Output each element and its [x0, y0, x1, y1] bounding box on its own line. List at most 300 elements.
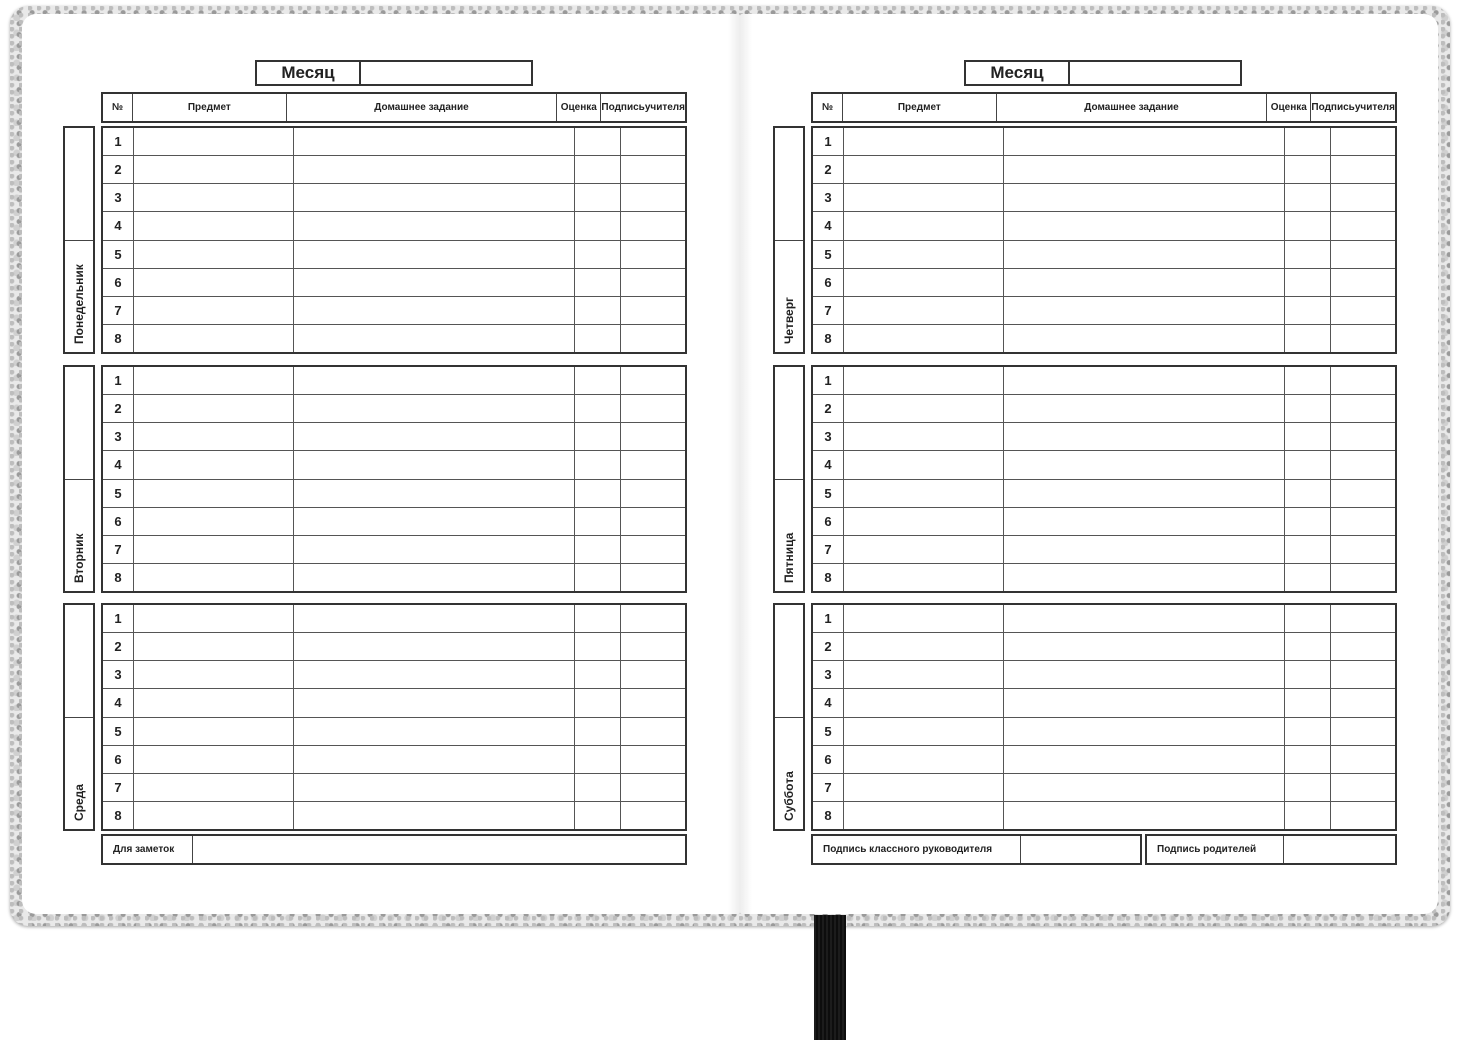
subject-cell[interactable]	[844, 241, 1004, 268]
teacher-signature-cell[interactable]	[1331, 661, 1395, 688]
grade-cell[interactable]	[575, 661, 621, 688]
subject-cell[interactable]	[134, 212, 294, 239]
teacher-signature-cell[interactable]	[1331, 802, 1395, 829]
lesson-number: 4	[103, 212, 134, 239]
lesson-row	[103, 241, 685, 269]
homework-cell[interactable]	[1004, 367, 1285, 394]
lesson-row	[813, 367, 1395, 395]
day-tab-saturday: Суббота	[773, 603, 805, 831]
homework-cell[interactable]	[294, 689, 575, 716]
subject-cell[interactable]	[134, 661, 294, 688]
lesson-number: 1	[813, 128, 844, 155]
day-table-saturday	[811, 603, 1397, 831]
teacher-signature-cell[interactable]	[621, 325, 685, 352]
lesson-number: 6	[813, 269, 844, 296]
homework-cell[interactable]	[294, 156, 575, 183]
lesson-number: 4	[103, 689, 134, 716]
lesson-number: 2	[103, 395, 134, 422]
subject-cell[interactable]	[844, 297, 1004, 324]
homework-cell[interactable]	[1004, 718, 1285, 745]
teacher-signature-cell[interactable]	[621, 212, 685, 239]
grade-cell[interactable]	[1285, 156, 1331, 183]
subject-cell[interactable]	[844, 508, 1004, 535]
lesson-row	[103, 269, 685, 297]
lesson-row	[813, 269, 1395, 297]
subject-cell[interactable]	[134, 536, 294, 563]
grade-cell[interactable]	[1285, 746, 1331, 773]
notes-input[interactable]	[193, 836, 685, 863]
lesson-number: 3	[813, 184, 844, 211]
teacher-signature-cell[interactable]	[1331, 367, 1395, 394]
homework-cell[interactable]	[1004, 633, 1285, 660]
subject-cell[interactable]	[844, 184, 1004, 211]
lesson-number: 7	[813, 774, 844, 801]
teacher-signature-cell[interactable]	[621, 184, 685, 211]
lesson-row	[103, 367, 685, 395]
header-num: №	[813, 94, 843, 121]
lesson-number: 8	[103, 564, 134, 591]
parents-signature-label: Подпись родителей	[1147, 836, 1284, 863]
grade-cell[interactable]	[1285, 241, 1331, 268]
lesson-number: 4	[103, 451, 134, 478]
subject-cell[interactable]	[134, 269, 294, 296]
lesson-row	[813, 689, 1395, 717]
homework-cell[interactable]	[1004, 480, 1285, 507]
day-table-tuesday	[101, 365, 687, 593]
subject-cell[interactable]	[134, 451, 294, 478]
homework-cell[interactable]	[1004, 395, 1285, 422]
lesson-row	[813, 297, 1395, 325]
homework-cell[interactable]	[1004, 508, 1285, 535]
day-tab-tuesday: Вторник	[63, 365, 95, 593]
grade-cell[interactable]	[1285, 689, 1331, 716]
teacher-signature-cell[interactable]	[1331, 269, 1395, 296]
lesson-row	[103, 212, 685, 240]
homework-cell[interactable]	[294, 536, 575, 563]
lesson-row	[103, 564, 685, 591]
lesson-number: 2	[813, 395, 844, 422]
grade-cell[interactable]	[1285, 184, 1331, 211]
lesson-number: 8	[813, 802, 844, 829]
subject-cell[interactable]	[134, 689, 294, 716]
grade-cell[interactable]	[575, 480, 621, 507]
teacher-signature-cell[interactable]	[621, 156, 685, 183]
lesson-number: 5	[103, 480, 134, 507]
grade-cell[interactable]	[575, 297, 621, 324]
grade-cell[interactable]	[1285, 605, 1331, 632]
lesson-number: 5	[813, 480, 844, 507]
subject-cell[interactable]	[844, 633, 1004, 660]
month-field-right	[964, 60, 1242, 86]
lesson-row	[813, 661, 1395, 689]
homework-cell[interactable]	[294, 451, 575, 478]
teacher-signature-cell[interactable]	[1331, 508, 1395, 535]
lesson-row	[813, 212, 1395, 240]
lesson-number: 2	[103, 633, 134, 660]
grade-cell[interactable]	[575, 212, 621, 239]
subject-cell[interactable]	[844, 156, 1004, 183]
subject-cell[interactable]	[844, 423, 1004, 450]
teacher-signature-cell[interactable]	[621, 774, 685, 801]
homework-cell[interactable]	[1004, 564, 1285, 591]
teacher-signature-cell[interactable]	[1331, 297, 1395, 324]
lesson-row	[103, 802, 685, 829]
grade-cell[interactable]	[575, 395, 621, 422]
grade-cell[interactable]	[575, 184, 621, 211]
lesson-row	[103, 746, 685, 774]
header-num: №	[103, 94, 133, 121]
bookmark-ribbon	[814, 915, 846, 1040]
subject-cell[interactable]	[844, 536, 1004, 563]
teacher-signature-cell[interactable]	[621, 633, 685, 660]
subject-cell[interactable]	[844, 718, 1004, 745]
notes-label: Для заметок	[103, 836, 193, 863]
lesson-number: 2	[813, 156, 844, 183]
lesson-number: 7	[103, 297, 134, 324]
lesson-number: 4	[813, 451, 844, 478]
homework-cell[interactable]	[294, 367, 575, 394]
subject-cell[interactable]	[134, 633, 294, 660]
grade-cell[interactable]	[575, 508, 621, 535]
subject-cell[interactable]	[134, 564, 294, 591]
homework-cell[interactable]	[1004, 774, 1285, 801]
header-grade: Оценка	[1267, 94, 1311, 121]
lesson-number: 7	[103, 774, 134, 801]
homework-cell[interactable]	[1004, 241, 1285, 268]
grade-cell[interactable]	[575, 633, 621, 660]
homework-cell[interactable]	[294, 325, 575, 352]
notes-box	[101, 834, 687, 865]
subject-cell[interactable]	[844, 802, 1004, 829]
day-table-thursday	[811, 126, 1397, 354]
subject-cell[interactable]	[844, 605, 1004, 632]
homework-cell[interactable]	[1004, 212, 1285, 239]
grade-cell[interactable]	[575, 802, 621, 829]
homework-cell[interactable]	[294, 746, 575, 773]
teacher-signature-cell[interactable]	[1331, 423, 1395, 450]
homework-cell[interactable]	[1004, 536, 1285, 563]
lesson-row	[813, 423, 1395, 451]
lesson-row	[103, 184, 685, 212]
teacher-signature-cell[interactable]	[621, 536, 685, 563]
teacher-signature-cell[interactable]	[621, 395, 685, 422]
teacher-signature-cell[interactable]	[1331, 633, 1395, 660]
grade-cell[interactable]	[1285, 451, 1331, 478]
lesson-row	[813, 451, 1395, 479]
lesson-number: 5	[103, 241, 134, 268]
lesson-row	[103, 605, 685, 633]
teacher-signature-cell[interactable]	[621, 451, 685, 478]
subject-cell[interactable]	[134, 128, 294, 155]
grade-cell[interactable]	[575, 451, 621, 478]
subject-cell[interactable]	[844, 395, 1004, 422]
subject-cell[interactable]	[844, 661, 1004, 688]
homework-cell[interactable]	[294, 212, 575, 239]
lesson-number: 3	[103, 661, 134, 688]
teacher-signature-cell[interactable]	[1331, 156, 1395, 183]
teacher-signature-cell[interactable]	[621, 269, 685, 296]
subject-cell[interactable]	[844, 128, 1004, 155]
homework-cell[interactable]	[1004, 297, 1285, 324]
lesson-row	[103, 536, 685, 564]
subject-cell[interactable]	[134, 746, 294, 773]
lesson-number: 7	[813, 297, 844, 324]
teacher-signature-cell[interactable]	[1331, 395, 1395, 422]
grade-cell[interactable]	[575, 564, 621, 591]
lesson-number: 4	[813, 689, 844, 716]
homework-cell[interactable]	[294, 564, 575, 591]
lesson-row	[813, 325, 1395, 352]
homework-cell[interactable]	[294, 605, 575, 632]
homework-cell[interactable]	[294, 423, 575, 450]
lesson-number: 7	[103, 536, 134, 563]
grade-cell[interactable]	[1285, 718, 1331, 745]
day-tab-wednesday: Среда	[63, 603, 95, 831]
grade-cell[interactable]	[1285, 212, 1331, 239]
teacher-signature-cell[interactable]	[621, 480, 685, 507]
grade-cell[interactable]	[1285, 269, 1331, 296]
class-teacher-signature-label: Подпись классного руководителя	[813, 836, 1021, 863]
teacher-signature-cell[interactable]	[1331, 564, 1395, 591]
lesson-row	[103, 395, 685, 423]
teacher-signature-cell[interactable]	[1331, 241, 1395, 268]
lesson-row	[103, 423, 685, 451]
teacher-signature-cell[interactable]	[621, 508, 685, 535]
subject-cell[interactable]	[134, 241, 294, 268]
teacher-signature-cell[interactable]	[621, 128, 685, 155]
grade-cell[interactable]	[575, 605, 621, 632]
lesson-row	[103, 689, 685, 717]
homework-cell[interactable]	[294, 661, 575, 688]
grade-cell[interactable]	[575, 156, 621, 183]
homework-cell[interactable]	[1004, 156, 1285, 183]
grade-cell[interactable]	[1285, 508, 1331, 535]
lesson-number: 8	[103, 802, 134, 829]
class-teacher-signature-box	[811, 834, 1142, 865]
day-table-wednesday	[101, 603, 687, 831]
grade-cell[interactable]	[575, 367, 621, 394]
homework-cell[interactable]	[294, 297, 575, 324]
grade-cell[interactable]	[1285, 774, 1331, 801]
grade-cell[interactable]	[1285, 564, 1331, 591]
header-teacher-signature: Подпись учителя	[1311, 102, 1395, 113]
subject-cell[interactable]	[134, 395, 294, 422]
homework-cell[interactable]	[294, 128, 575, 155]
teacher-signature-cell[interactable]	[621, 564, 685, 591]
grade-cell[interactable]	[1285, 367, 1331, 394]
homework-cell[interactable]	[294, 269, 575, 296]
homework-cell[interactable]	[1004, 325, 1285, 352]
teacher-signature-cell[interactable]	[621, 689, 685, 716]
teacher-signature-cell[interactable]	[621, 746, 685, 773]
subject-cell[interactable]	[134, 774, 294, 801]
lesson-row	[813, 802, 1395, 829]
homework-cell[interactable]	[1004, 269, 1285, 296]
subject-cell[interactable]	[844, 212, 1004, 239]
month-input[interactable]	[1070, 62, 1240, 84]
teacher-signature-cell[interactable]	[621, 718, 685, 745]
teacher-signature-cell[interactable]	[1331, 746, 1395, 773]
day-table-monday	[101, 126, 687, 354]
grade-cell[interactable]	[1285, 480, 1331, 507]
lesson-row	[103, 774, 685, 802]
lesson-number: 8	[103, 325, 134, 352]
lesson-number: 1	[813, 605, 844, 632]
lesson-number: 6	[813, 508, 844, 535]
parents-signature-box	[1145, 834, 1397, 865]
subject-cell[interactable]	[134, 802, 294, 829]
lesson-row	[103, 661, 685, 689]
subject-cell[interactable]	[134, 480, 294, 507]
lesson-row	[103, 297, 685, 325]
homework-cell[interactable]	[1004, 184, 1285, 211]
teacher-signature-cell[interactable]	[1331, 774, 1395, 801]
lesson-row	[103, 128, 685, 156]
lesson-number: 2	[103, 156, 134, 183]
grade-cell[interactable]	[1285, 802, 1331, 829]
month-field-left	[255, 60, 533, 86]
homework-cell[interactable]	[294, 395, 575, 422]
grade-cell[interactable]	[1285, 633, 1331, 660]
grade-cell[interactable]	[575, 536, 621, 563]
grade-cell[interactable]	[1285, 325, 1331, 352]
lesson-number: 3	[103, 423, 134, 450]
month-label: Месяц	[257, 62, 361, 84]
teacher-signature-cell[interactable]	[621, 297, 685, 324]
grade-cell[interactable]	[1285, 536, 1331, 563]
homework-cell[interactable]	[1004, 451, 1285, 478]
teacher-signature-cell[interactable]	[621, 423, 685, 450]
subject-cell[interactable]	[134, 423, 294, 450]
lesson-row	[813, 184, 1395, 212]
book-spine	[728, 14, 752, 914]
subject-cell[interactable]	[844, 564, 1004, 591]
grade-cell[interactable]	[575, 718, 621, 745]
teacher-signature-cell[interactable]	[621, 802, 685, 829]
teacher-signature-cell[interactable]	[621, 661, 685, 688]
homework-cell[interactable]	[294, 774, 575, 801]
class-teacher-signature-input[interactable]	[1021, 836, 1140, 863]
lesson-row	[813, 395, 1395, 423]
homework-cell[interactable]	[294, 718, 575, 745]
teacher-signature-cell[interactable]	[1331, 325, 1395, 352]
lesson-number: 3	[103, 184, 134, 211]
subject-cell[interactable]	[134, 367, 294, 394]
lesson-number: 6	[103, 269, 134, 296]
teacher-signature-cell[interactable]	[1331, 718, 1395, 745]
subject-cell[interactable]	[134, 156, 294, 183]
lesson-number: 1	[103, 367, 134, 394]
homework-cell[interactable]	[1004, 746, 1285, 773]
lesson-row	[813, 156, 1395, 184]
lesson-row	[103, 718, 685, 746]
grade-cell[interactable]	[575, 128, 621, 155]
teacher-signature-cell[interactable]	[1331, 689, 1395, 716]
homework-cell[interactable]	[294, 241, 575, 268]
teacher-signature-cell[interactable]	[1331, 536, 1395, 563]
subject-cell[interactable]	[134, 508, 294, 535]
grade-cell[interactable]	[1285, 128, 1331, 155]
subject-cell[interactable]	[844, 451, 1004, 478]
homework-cell[interactable]	[294, 508, 575, 535]
header-subject: Предмет	[133, 94, 287, 121]
teacher-signature-cell[interactable]	[1331, 184, 1395, 211]
grade-cell[interactable]	[1285, 661, 1331, 688]
homework-cell[interactable]	[1004, 802, 1285, 829]
grade-cell[interactable]	[575, 746, 621, 773]
lesson-row	[813, 241, 1395, 269]
grade-cell[interactable]	[575, 423, 621, 450]
homework-cell[interactable]	[294, 184, 575, 211]
month-input[interactable]	[361, 62, 531, 84]
day-tab-monday: Понедельник	[63, 126, 95, 354]
homework-cell[interactable]	[294, 802, 575, 829]
lesson-number: 4	[813, 212, 844, 239]
subject-cell[interactable]	[844, 480, 1004, 507]
subject-cell[interactable]	[844, 746, 1004, 773]
homework-cell[interactable]	[1004, 423, 1285, 450]
grade-cell[interactable]	[1285, 423, 1331, 450]
homework-cell[interactable]	[1004, 661, 1285, 688]
subject-cell[interactable]	[844, 774, 1004, 801]
subject-cell[interactable]	[844, 367, 1004, 394]
homework-cell[interactable]	[294, 633, 575, 660]
lesson-number: 2	[813, 633, 844, 660]
teacher-signature-cell[interactable]	[1331, 605, 1395, 632]
table-header-right	[811, 92, 1397, 123]
teacher-signature-cell[interactable]	[1331, 480, 1395, 507]
teacher-signature-cell[interactable]	[1331, 212, 1395, 239]
teacher-signature-cell[interactable]	[1331, 128, 1395, 155]
teacher-signature-cell[interactable]	[621, 605, 685, 632]
lesson-number: 8	[813, 325, 844, 352]
grade-cell[interactable]	[1285, 297, 1331, 324]
homework-cell[interactable]	[1004, 128, 1285, 155]
subject-cell[interactable]	[134, 297, 294, 324]
lesson-row	[103, 508, 685, 536]
subject-cell[interactable]	[134, 325, 294, 352]
homework-cell[interactable]	[1004, 689, 1285, 716]
day-tab-friday: Пятница	[773, 365, 805, 593]
subject-cell[interactable]	[844, 269, 1004, 296]
grade-cell[interactable]	[575, 774, 621, 801]
lesson-row	[813, 774, 1395, 802]
lesson-number: 5	[813, 241, 844, 268]
lesson-row	[103, 325, 685, 352]
subject-cell[interactable]	[844, 689, 1004, 716]
lesson-row	[103, 156, 685, 184]
subject-cell[interactable]	[134, 718, 294, 745]
subject-cell[interactable]	[134, 605, 294, 632]
homework-cell[interactable]	[1004, 605, 1285, 632]
grade-cell[interactable]	[1285, 395, 1331, 422]
header-teacher-signature: Подпись учителя	[601, 102, 685, 113]
subject-cell[interactable]	[134, 184, 294, 211]
grade-cell[interactable]	[575, 689, 621, 716]
grade-cell[interactable]	[575, 269, 621, 296]
lesson-number: 3	[813, 661, 844, 688]
grade-cell[interactable]	[575, 241, 621, 268]
header-subject: Предмет	[843, 94, 997, 121]
grade-cell[interactable]	[575, 325, 621, 352]
parents-signature-input[interactable]	[1284, 836, 1395, 863]
lesson-row	[103, 451, 685, 479]
teacher-signature-cell[interactable]	[1331, 451, 1395, 478]
teacher-signature-cell[interactable]	[621, 367, 685, 394]
homework-cell[interactable]	[294, 480, 575, 507]
teacher-signature-cell[interactable]	[621, 241, 685, 268]
subject-cell[interactable]	[844, 325, 1004, 352]
